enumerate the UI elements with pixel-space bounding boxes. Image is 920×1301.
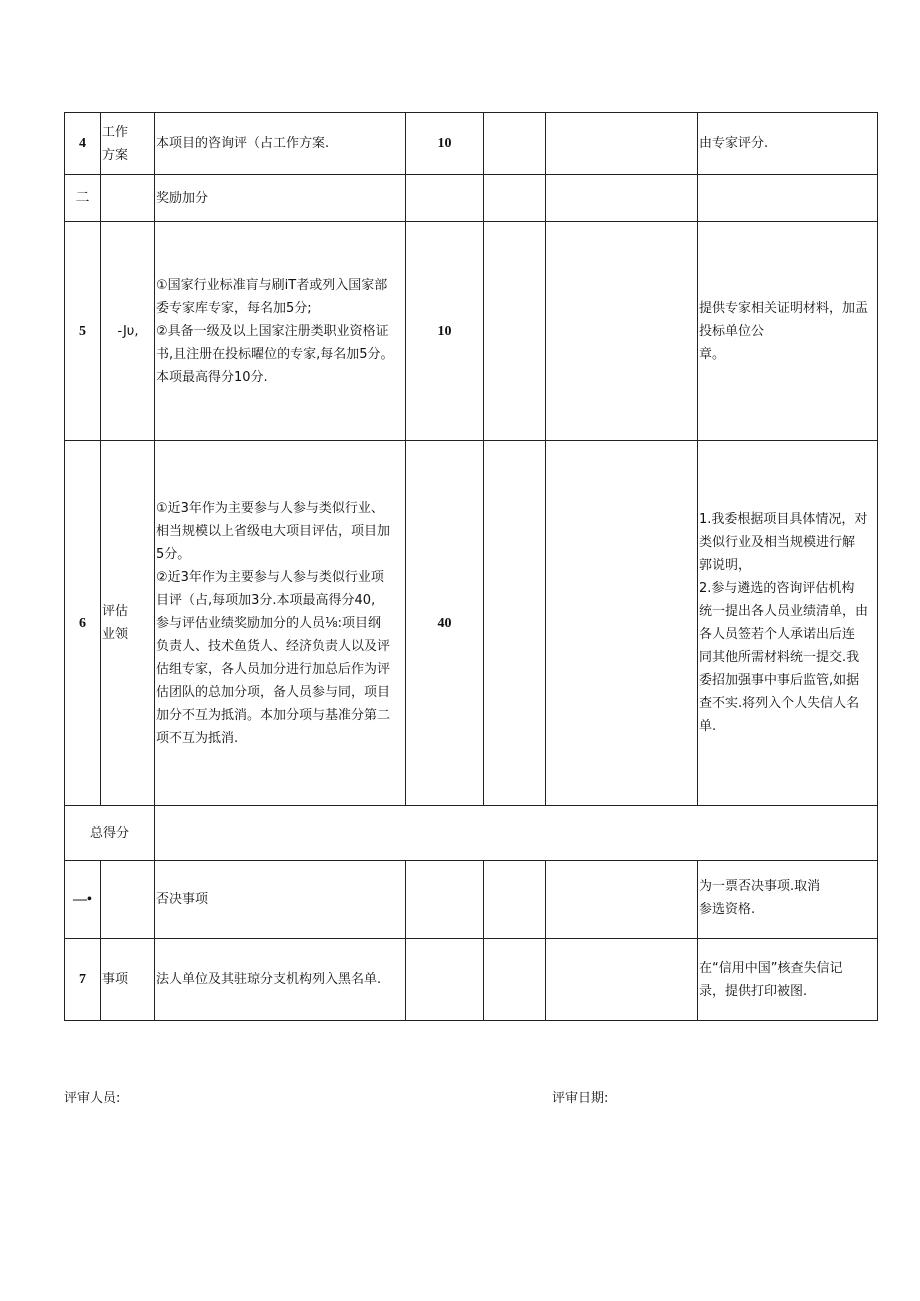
row-remark — [698, 222, 878, 441]
remark-line: 2.参与遴选的咨询评估机构 — [699, 581, 855, 596]
row-category — [101, 441, 155, 806]
row-category — [101, 939, 155, 1021]
row-remark — [698, 441, 878, 806]
remark-line: 类似行业及相当规模进行解 — [699, 535, 856, 550]
table-row-6 — [65, 441, 878, 806]
empty-cell — [546, 222, 698, 441]
empty-cell — [484, 441, 546, 806]
remark-line: 查不实.将列入个人失信人名 — [699, 696, 860, 711]
total-score-value — [155, 806, 878, 861]
row-score: 40 — [406, 441, 484, 806]
remark-line: 单. — [699, 719, 717, 734]
remark-line: 同其他所需材料统一提交.我 — [699, 650, 860, 665]
remark-line: 章。 — [699, 346, 726, 362]
content-line: 参与评估业绩奖励加分的人员⅛:项目纲 — [156, 615, 381, 631]
empty-cell — [546, 861, 698, 939]
remark-line: 统一提出各人员业绩清单，由 — [699, 604, 869, 619]
total-row — [65, 806, 878, 861]
row-score: 10 — [406, 222, 484, 441]
content-line: ①近3年作为主要参与人参与类似行业、 — [156, 500, 384, 516]
row-content — [155, 222, 406, 441]
remark-line: 为一票否决事项.取消 — [699, 879, 821, 894]
reviewer-label: 评审人员: — [64, 1091, 121, 1106]
content-line: 本项目的咨询评（占工作方案. — [156, 136, 330, 151]
row-content — [155, 175, 406, 222]
remark-line: 录，提供打印被图. — [699, 983, 808, 999]
empty-cell — [406, 861, 484, 939]
remark-line: 1.我委根据项目具体情况，对 — [699, 512, 868, 527]
row-category — [101, 222, 155, 441]
total-score-label: 总得分 — [65, 806, 155, 861]
row-remark — [698, 113, 878, 175]
remark-line: 在“信用中国”核查失信记 — [699, 960, 843, 976]
content-line: 估团队的总加分项，备人员参与同，项目 — [156, 684, 391, 700]
remark-line: 参选资格. — [699, 902, 756, 917]
remark-line: 提供专家相关证明材料，加盂 — [699, 300, 869, 316]
content-line: 否决事项 — [156, 892, 209, 907]
row-content — [155, 441, 406, 806]
row-number: 4 — [65, 113, 101, 175]
table-row-veto — [65, 861, 878, 939]
category-line: 业领 — [102, 627, 129, 642]
content-line: 目评（占,每项加3分.本项最高得分40, — [156, 592, 376, 608]
category-line: 方案 — [102, 147, 129, 163]
content-line: 书,且注册在投标曜位的专家,每名加5分。 — [156, 346, 394, 362]
category-line: -Jυ, — [117, 323, 139, 339]
review-date-label: 评审日期: — [552, 1091, 609, 1106]
empty-cell — [546, 175, 698, 222]
content-line: ①国家行业标准肓与刷iT者或列入国家部 — [156, 277, 388, 293]
remark-line: 由专家评分. — [699, 136, 769, 151]
empty-cell — [101, 861, 155, 939]
table-row-section-2 — [65, 175, 878, 222]
content-line: 委专家库专家，每名加5分; — [156, 300, 312, 316]
remark-line: 各人员签若个人承诺出后连 — [699, 627, 856, 642]
empty-cell — [406, 939, 484, 1021]
row-content — [155, 861, 406, 939]
row-number: 5 — [65, 222, 101, 441]
empty-cell — [484, 222, 546, 441]
table-row-7 — [65, 939, 878, 1021]
row-content — [155, 939, 406, 1021]
row-content — [155, 113, 406, 175]
row-remark — [698, 861, 878, 939]
empty-cell — [546, 939, 698, 1021]
content-line: 项不互为抵消. — [156, 730, 239, 746]
content-line: 相当规模以上省级电大项目评估，项目加 — [156, 523, 391, 539]
remark-line: 委招加强事中事后监管,如据 — [699, 673, 860, 688]
row-category — [101, 113, 155, 175]
content-line: ②具备一级及以上国家注册类职业资格证 — [156, 323, 389, 339]
category-line: 评估 — [102, 604, 129, 619]
content-line: 5分。 — [156, 546, 191, 562]
category-line: 事项 — [102, 972, 129, 987]
row-remark — [698, 939, 878, 1021]
row-number: 二 — [65, 175, 101, 222]
remark-line: 郭说明， — [699, 558, 752, 573]
content-line: 本项最高得分10分. — [156, 369, 268, 385]
content-line: 负责人、技术鱼货人、经济负责人以及评 — [156, 638, 391, 654]
empty-cell — [546, 113, 698, 175]
empty-cell — [484, 939, 546, 1021]
empty-cell — [484, 175, 546, 222]
empty-cell — [698, 175, 878, 222]
row-score: 10 — [406, 113, 484, 175]
content-line: 加分不互为抵消。本加分项与基准分第二 — [156, 707, 391, 723]
content-line: 法人单位及其驻琼分支机构列入黑名单. — [156, 972, 382, 987]
category-line: 工作 — [102, 124, 129, 140]
row-number: 6 — [65, 441, 101, 806]
scoring-table — [64, 112, 878, 1021]
content-line: ②近3年作为主要参与人参与类似行业项 — [156, 569, 384, 585]
table-row-5 — [65, 222, 878, 441]
empty-cell — [484, 861, 546, 939]
row-number: —• — [65, 861, 101, 939]
table-row-4 — [65, 113, 878, 175]
row-number: 7 — [65, 939, 101, 1021]
remark-line: 投标单位公 — [699, 323, 765, 339]
empty-cell — [101, 175, 155, 222]
empty-cell — [406, 175, 484, 222]
empty-cell — [484, 113, 546, 175]
empty-cell — [546, 441, 698, 806]
content-line: 估组专家，各人员加分进行加总后作为评 — [156, 661, 391, 677]
content-line: 奖励加分 — [156, 190, 209, 206]
